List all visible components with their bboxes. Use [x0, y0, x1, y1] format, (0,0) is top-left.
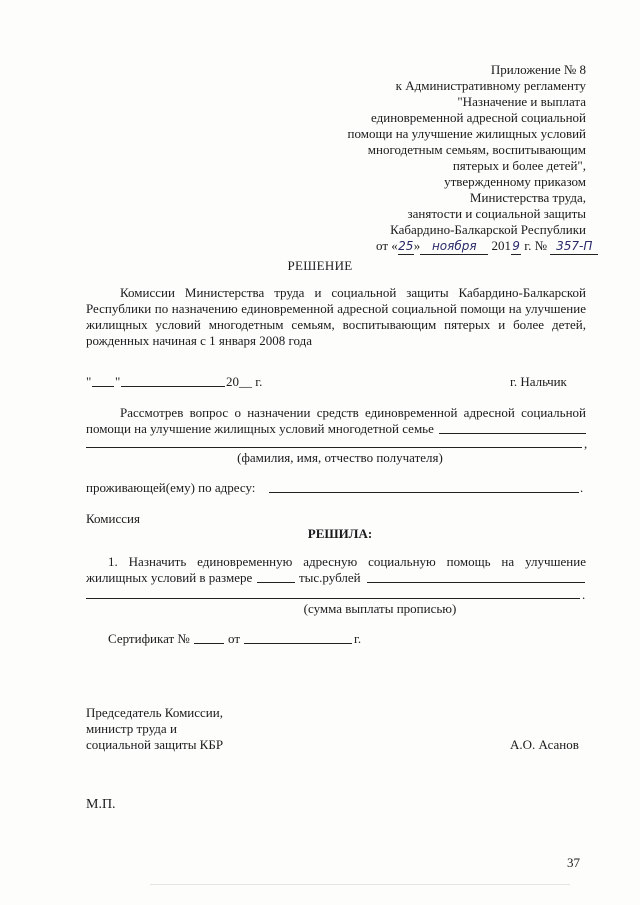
item1-line2-a: жилищных условий в размере — [86, 570, 253, 585]
signature-line-1: Председатель Комиссии, — [86, 705, 223, 720]
appendix-line-2: к Административному регламенту — [395, 78, 586, 93]
handwritten-year: 9 — [512, 239, 520, 253]
recipient-caption: (фамилия, имя, отчество получателя) — [237, 450, 443, 465]
year-prefix: 201 — [491, 238, 512, 253]
intro-line-1: Комиссии Министерства труда и социальной защиты Кабардино-Балкарской — [120, 285, 586, 300]
date-mid: » — [413, 238, 421, 253]
appendix-line-9: Министерства труда, — [469, 190, 586, 205]
appendix-line-10: занятости и социальной защиты — [407, 206, 586, 221]
item1-end: . — [582, 587, 586, 602]
signatory-name: А.О. Асанов — [510, 737, 579, 752]
day-blank — [92, 386, 114, 387]
page-number: 37 — [567, 855, 580, 870]
intro-line-2: Республики по назначению единовременной адресной социальной помощи на улучшение — [86, 301, 586, 316]
appendix-line-11: Кабардино-Балкарской Республики — [390, 222, 586, 237]
address-blank — [269, 492, 579, 493]
amount-blank-1 — [367, 582, 585, 583]
appendix-line-6: многодетным семьям, воспитывающим — [367, 142, 586, 157]
appendix-line-1: Приложение № 8 — [490, 62, 586, 77]
date-year: 20__ г. — [226, 374, 263, 389]
date-quote-close: " — [115, 374, 121, 389]
seal-label: М.П. — [86, 797, 116, 812]
intro-line-4: рожденных начиная с 1 января 2008 года — [86, 333, 313, 348]
month-blank — [121, 386, 225, 387]
signature-line-3: социальной защиты КБР — [86, 737, 224, 752]
certificate-number-blank — [194, 643, 224, 644]
family-blank — [439, 433, 586, 434]
recipient-comma: , — [584, 436, 588, 451]
consideration-line-1: Рассмотрев вопрос о назначении средств единовременной адресной социальной — [120, 405, 586, 420]
address-label: проживающей(ему) по адресу: — [86, 480, 256, 495]
appendix-line-3: "Назначение и выплата — [457, 94, 586, 109]
item1-line2-b: тыс.рублей — [299, 570, 361, 585]
certificate-year: г. — [354, 631, 362, 646]
scan-artifact-line — [150, 884, 570, 885]
certificate-date-blank — [244, 643, 352, 644]
consideration-line-2: помощи на улучшение жилищных условий многодетной семье — [86, 421, 434, 436]
handwritten-number: 357-П — [556, 239, 593, 253]
certificate-from: от — [228, 631, 241, 646]
date-quote-open: " — [86, 374, 92, 389]
appendix-line-5: помощи на улучшение жилищных условий — [347, 126, 586, 141]
number-prefix: г. № — [524, 238, 548, 253]
appendix-line-8: утвержденному приказом — [444, 174, 586, 189]
city: г. Нальчик — [510, 374, 567, 389]
appendix-line-7: пятерых и более детей", — [452, 158, 586, 173]
amount-number-blank — [257, 582, 295, 583]
intro-line-3: жилищных условий многодетным семьям, воспитывающим пятерых и более детей, — [86, 317, 586, 332]
appendix-line-4: единовременной адресной социальной — [371, 110, 586, 125]
certificate-label: Сертификат № — [108, 631, 190, 646]
signature-line-2: министр труда и — [86, 721, 177, 736]
decided-heading: РЕШИЛА: — [307, 526, 373, 541]
commission-label: Комиссия — [86, 511, 140, 526]
recipient-name-blank — [86, 447, 582, 448]
item1-line-1: 1. Назначить единовременную адресную социальную помощь на улучшение — [108, 554, 586, 569]
handwritten-day: 25 — [398, 239, 414, 253]
date-prefix: от « — [376, 238, 398, 253]
amount-words-blank — [86, 598, 580, 599]
amount-caption: (сумма выплаты прописью) — [303, 601, 457, 616]
handwritten-month: ноября — [431, 239, 477, 253]
address-end: . — [580, 480, 584, 495]
document-title: РЕШЕНИЕ — [287, 258, 353, 273]
appendix-date-line — [376, 238, 598, 255]
